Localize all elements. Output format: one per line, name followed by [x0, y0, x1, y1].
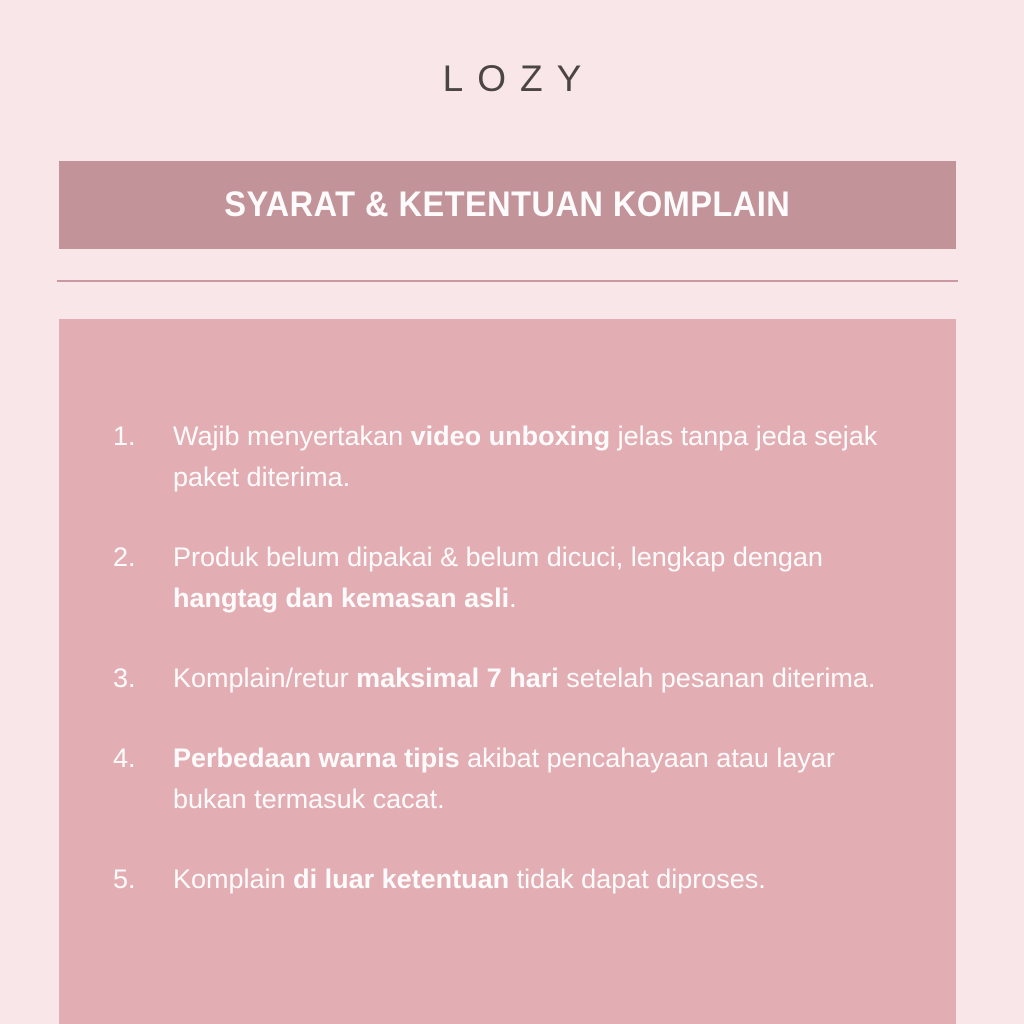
terms-list-item: [113, 416, 908, 498]
page-title: SYARAT & KETENTUAN KOMPLAIN: [224, 185, 791, 224]
item-text: Wajib menyertakan video unboxing jelas tanpa jeda sejak paket diterima.: [173, 421, 878, 492]
brand-logo: LOZY: [442, 58, 596, 99]
terms-list-item: [113, 859, 908, 900]
terms-box: [59, 319, 956, 1024]
terms-list-item: [113, 658, 908, 699]
item-number: 2.: [113, 542, 136, 572]
terms-list: [113, 416, 908, 900]
item-number: 5.: [113, 864, 136, 894]
terms-list-item: [113, 537, 908, 619]
item-number: 4.: [113, 743, 136, 773]
item-text: Perbedaan warna tipis akibat pencahayaan atau layar bukan termasuk cacat.: [173, 743, 835, 814]
item-text: Produk belum dipakai & belum dicuci, lengkap dengan hangtag dan kemasan asli.: [173, 542, 823, 613]
horizontal-divider: [57, 280, 958, 282]
item-number: 1.: [113, 421, 136, 451]
terms-list-item: [113, 738, 908, 820]
item-number: 3.: [113, 663, 136, 693]
item-text: Komplain di luar ketentuan tidak dapat diproses.: [173, 864, 766, 894]
title-banner: [59, 161, 956, 249]
item-text: Komplain/retur maksimal 7 hari setelah pesanan diterima.: [173, 663, 876, 693]
